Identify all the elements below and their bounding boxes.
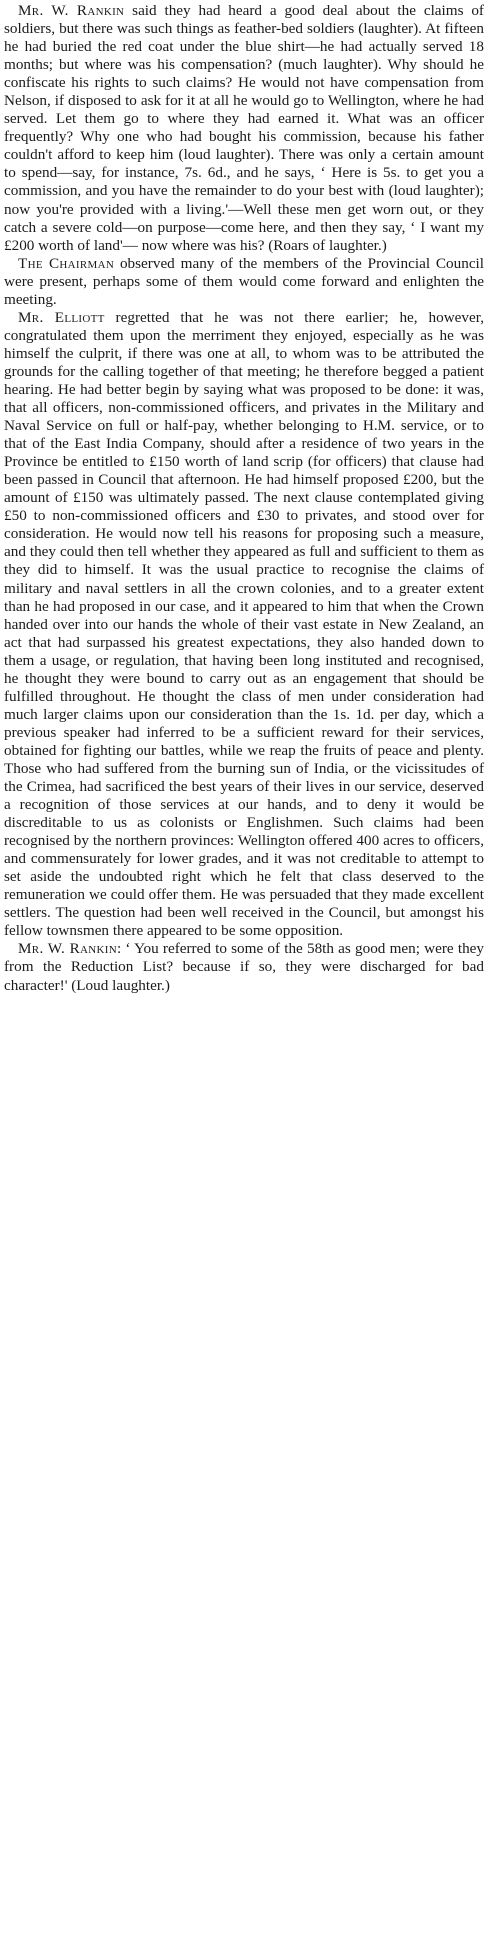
speaker-name: Mr. W. Rankin: [18, 940, 117, 958]
speaker-name: The Chairman: [18, 254, 115, 272]
paragraph-text: regretted that he was not there earlier; he, however, congratulated them upon the merriment they enjoyed, especially as he was himself the culprit, if there was one at all, to whom was to be attributed the grounds for the calling together of that meeting; he therefore begged a patient hearing. He had better begin by saying what was proposed to be done: it was, that all officers, non-commissioned officers, and privates in the Military and Naval Service on full or half-pay, whether belonging to H.M. service, or to that of the East India Company, should after a residence of two years in the Province be entitled to £150 worth of land scrip (for officers) that clause had been passed in Council that afternoon. He had himself proposed £200, but the amount of £150 was ultimately passed. The next clause contemplated giving £50 to non-commissioned officers and £30 to privates, and stood over for consideration. He would now tell his reasons for proposing such a measure, and they could then tell whether they appeared as full and sufficient to them as they did to himself. It was the usual practice to recognise the claims of military and naval settlers in all the crown colonies, and to a greater extent than he had proposed in our case, and it appeared to him that when the Crown handed over into our hands the whole of their vast estate in New Zealand, an act that had surpassed his greatest expectations, they also handed down to them a usage, or regulation, that having been long instituted and recognised, he thought they were bound to carry out as an engagement that should be fulfilled throughout. He thought the class of men under consideration had much larger claims upon our consideration than the 1s. 1d. per day, which a previous speaker had inferred to be a sufficient reward for their services, obtained for fighting our battles, while we reap the fruits of peace and plenty. Those who had suffered from the burning sun of India, or the vicissitudes of the Crimea, had sacrificed the best years of their lives in our service, deserved a recognition of those services at our hands, and to deny it would be discreditable to us as colonists or Englishmen. Such claims had been recognised by the northern provinces: Wellington offered 400 acres to officers, and commensurately for lower grades, and it was not creditable to attempt to set aside the undoubted right which he felt that class deserved to the remuneration we could offer them. He was persuaded that they made excellent settlers. The question had been well received in the Council, but amongst his fellow townsmen there appeared to be some opposition.: [4, 308, 484, 940]
paragraph-rankin-1: [4, 2, 484, 255]
paragraph-rankin-2: [4, 940, 484, 994]
paragraph-elliott: [4, 309, 484, 941]
paragraph-text: observed many of the members of the Provincial Council were present, perhaps some of them would come forward and enlighten the meeting.: [4, 254, 484, 308]
paragraph-text: said they had heard a good deal about the claims of soldiers, but there was such things as feather-bed soldiers (laughter). At fifteen he had buried the red coat under the blue shirt—he had actually served 18 months; but where was his compensation? (much laughter). Why should he confiscate his rights to such claims? He would not have compensation from Nelson, if disposed to ask for it at all he would go to Wellington, where he had served. Let them go to where they had earned it. What was an officer frequently? Why one who had bought his commission, because his father couldn't afford to keep him (loud laughter). There was only a certain amount to spend—say, for instance, 7s. 6d., and he says, ‘ Here is 5s. to get you a commission, and you have the remainder to do your best with (loud laughter); now you're provided with a living.'—Well these men get worn out, or they catch a severe cold—on purpose—come here, and then they say, ‘ I want my £200 worth of land'— now where was his? (Roars of laughter.): [4, 2, 484, 254]
speaker-name: Mr. W. Rankin: [18, 2, 125, 19]
paragraph-text: : ‘ You referred to some of the 58th as good men; were they from the Reduction List? because if so, they were discharged for bad character!' (Loud laughter.): [4, 940, 484, 994]
speaker-name: Mr. Elliott: [18, 308, 105, 326]
paragraph-chairman: [4, 255, 484, 309]
